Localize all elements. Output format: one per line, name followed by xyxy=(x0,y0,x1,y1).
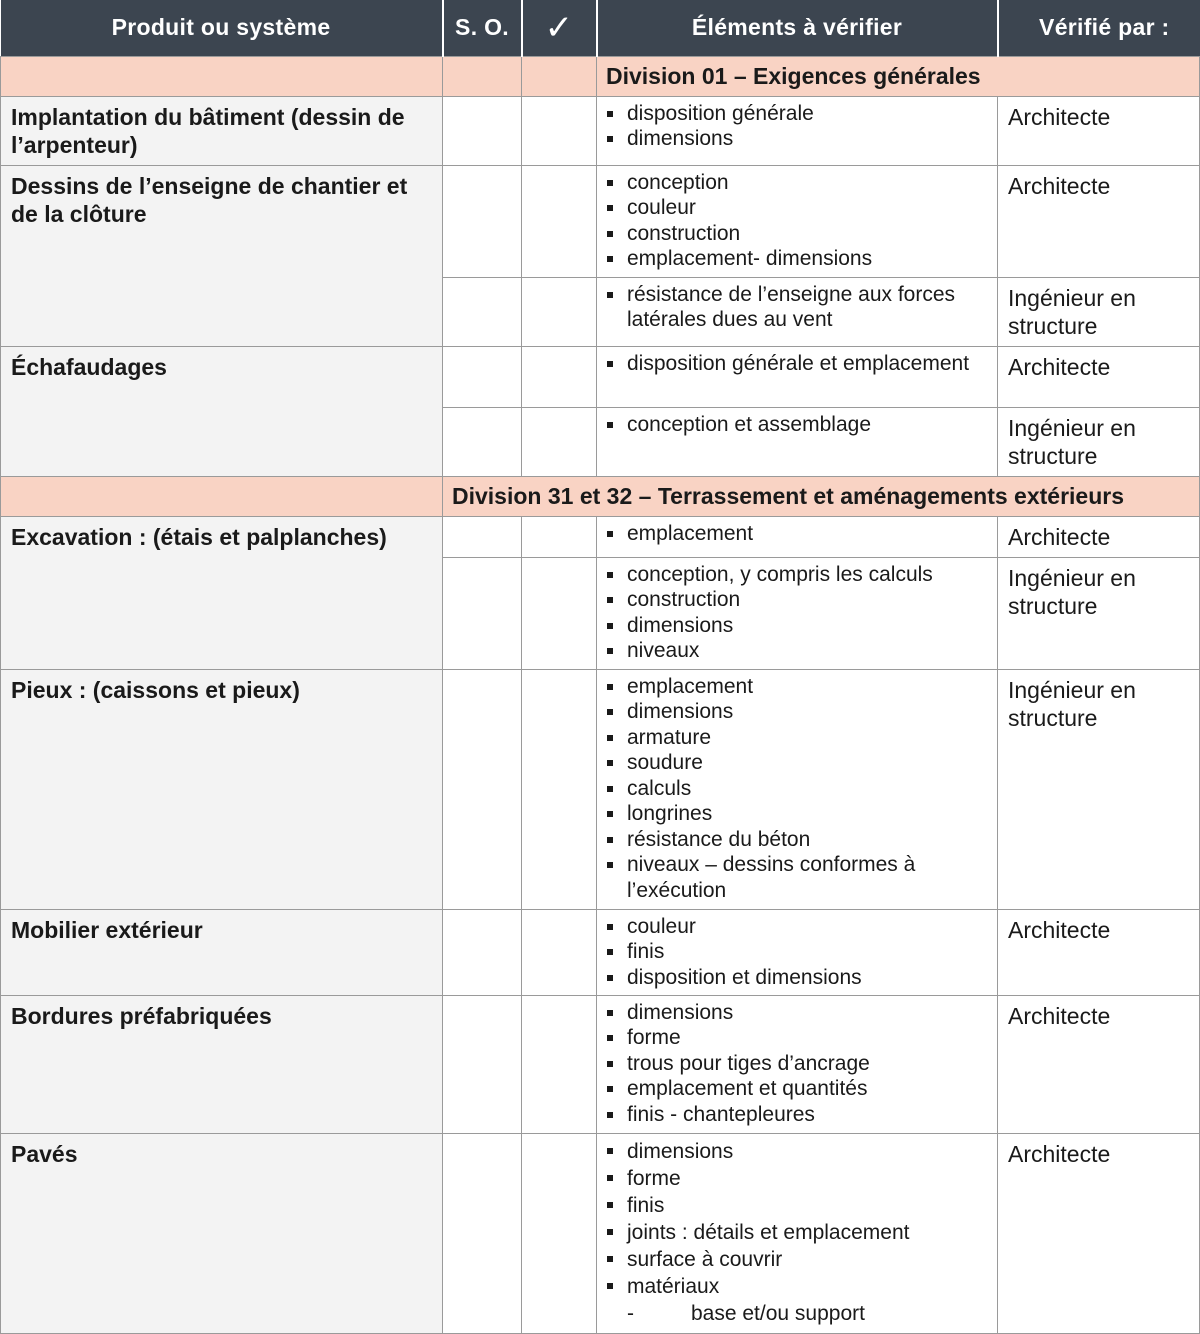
division-title: Division 01 – Exigences générales xyxy=(597,56,1200,96)
list-item: niveaux xyxy=(605,638,989,664)
list-item: finis - chantepleures xyxy=(605,1102,989,1128)
table-row xyxy=(1,346,1200,407)
list-item: dimensions xyxy=(605,1138,989,1165)
product-name: Dessins de l’enseigne de chantier et de la clôture xyxy=(1,165,443,346)
verified-by: Architecte xyxy=(998,516,1200,557)
division-spacer xyxy=(522,56,597,96)
list-item: longrines xyxy=(605,801,989,827)
product-name: Implantation du bâtiment (dessin de l’arpenteur) xyxy=(1,96,443,165)
division-spacer xyxy=(1,56,443,96)
table-row xyxy=(1,96,1200,165)
product-name: Échafaudages xyxy=(1,346,443,476)
list-item: matériaux xyxy=(605,1273,989,1300)
list-item: forme xyxy=(605,1165,989,1192)
check-cell[interactable] xyxy=(522,165,597,277)
check-cell[interactable] xyxy=(522,516,597,557)
product-name: Bordures préfabriquées xyxy=(1,995,443,1133)
division-row xyxy=(1,476,1200,516)
items-cell xyxy=(597,165,998,277)
list-item: trous pour tiges d’ancrage xyxy=(605,1051,989,1077)
items-cell xyxy=(597,669,998,909)
list-item: couleur xyxy=(605,195,989,221)
list-item: emplacement et quantités xyxy=(605,1076,989,1102)
verified-by: Ingénieur en structure xyxy=(998,407,1200,476)
list-item: conception xyxy=(605,170,989,196)
so-cell[interactable] xyxy=(443,669,522,909)
header-items: Éléments à vérifier xyxy=(597,0,998,56)
check-cell[interactable] xyxy=(522,1133,597,1333)
list-item: niveaux – dessins conformes à l’exécution xyxy=(605,852,989,903)
items-cell xyxy=(597,557,998,669)
list-item: armature xyxy=(605,725,989,751)
check-cell[interactable] xyxy=(522,909,597,995)
header-verified-by: Vérifié par : xyxy=(998,0,1200,56)
list-item: dimensions xyxy=(605,1000,989,1026)
so-cell[interactable] xyxy=(443,516,522,557)
items-cell xyxy=(597,277,998,346)
table-row xyxy=(1,516,1200,557)
so-cell[interactable] xyxy=(443,995,522,1133)
list-item: résistance du béton xyxy=(605,827,989,853)
division-spacer xyxy=(443,56,522,96)
table-row xyxy=(1,995,1200,1133)
items-cell xyxy=(597,995,998,1133)
division-title: Division 31 et 32 – Terrassement et aménagements extérieurs xyxy=(443,476,1200,516)
product-name: Pavés xyxy=(1,1133,443,1333)
items-cell xyxy=(597,96,998,165)
so-cell[interactable] xyxy=(443,1133,522,1333)
verified-by: Ingénieur en structure xyxy=(998,557,1200,669)
items-cell xyxy=(597,516,998,557)
list-item: construction xyxy=(605,221,989,247)
verified-by: Architecte xyxy=(998,346,1200,407)
table-row xyxy=(1,1133,1200,1333)
division-spacer xyxy=(1,476,443,516)
list-item: dimensions xyxy=(605,126,989,152)
list-item: dimensions xyxy=(605,699,989,725)
list-item: finis xyxy=(605,939,989,965)
list-item: résistance de l’enseigne aux forces latérales dues au vent xyxy=(605,282,989,333)
list-item: disposition et dimensions xyxy=(605,965,989,991)
list-item: emplacement xyxy=(605,521,989,547)
list-item: disposition générale et emplacement xyxy=(605,351,989,377)
items-cell xyxy=(597,346,998,407)
check-cell[interactable] xyxy=(522,277,597,346)
check-cell[interactable] xyxy=(522,557,597,669)
so-cell[interactable] xyxy=(443,407,522,476)
check-cell[interactable] xyxy=(522,407,597,476)
so-cell[interactable] xyxy=(443,96,522,165)
list-item: disposition générale xyxy=(605,101,989,127)
check-cell[interactable] xyxy=(522,995,597,1133)
check-cell[interactable] xyxy=(522,96,597,165)
header-check xyxy=(522,0,597,56)
so-cell[interactable] xyxy=(443,346,522,407)
items-cell xyxy=(597,407,998,476)
verified-by: Architecte xyxy=(998,1133,1200,1333)
product-name: Mobilier extérieur xyxy=(1,909,443,995)
list-item: finis xyxy=(605,1192,989,1219)
verified-by: Architecte xyxy=(998,995,1200,1133)
table-row xyxy=(1,165,1200,277)
list-item: surface à couvrir xyxy=(605,1246,989,1273)
table-row xyxy=(1,669,1200,909)
sub-item-text: base et/ou support xyxy=(691,1301,865,1325)
header-product: Produit ou système xyxy=(1,0,443,56)
header-row xyxy=(1,0,1200,56)
items-cell xyxy=(597,909,998,995)
list-item: soudure xyxy=(605,750,989,776)
verified-by: Ingénieur en structure xyxy=(998,669,1200,909)
so-cell[interactable] xyxy=(443,557,522,669)
so-cell[interactable] xyxy=(443,277,522,346)
so-cell[interactable] xyxy=(443,165,522,277)
list-item: conception et assemblage xyxy=(605,412,989,438)
list-item: emplacement xyxy=(605,674,989,700)
division-row xyxy=(1,56,1200,96)
list-item: joints : détails et emplacement xyxy=(605,1219,989,1246)
sub-list-item xyxy=(605,1300,989,1327)
check-cell[interactable] xyxy=(522,346,597,407)
table-row xyxy=(1,909,1200,995)
verified-by: Ingénieur en structure xyxy=(998,277,1200,346)
product-name: Pieux : (caissons et pieux) xyxy=(1,669,443,909)
list-item: construction xyxy=(605,587,989,613)
verified-by: Architecte xyxy=(998,96,1200,165)
verified-by: Architecte xyxy=(998,165,1200,277)
items-cell xyxy=(597,1133,998,1333)
product-name: Excavation : (étais et palplanches) xyxy=(1,516,443,669)
so-cell[interactable] xyxy=(443,909,522,995)
list-item: calculs xyxy=(605,776,989,802)
verified-by: Architecte xyxy=(998,909,1200,995)
list-item: emplacement- dimensions xyxy=(605,246,989,272)
check-cell[interactable] xyxy=(522,669,597,909)
list-item: conception, y compris les calculs xyxy=(605,562,989,588)
checkmark-icon: ✓ xyxy=(544,8,574,47)
header-so: S. O. xyxy=(443,0,522,56)
list-item: couleur xyxy=(605,914,989,940)
list-item: dimensions xyxy=(605,613,989,639)
list-item: forme xyxy=(605,1025,989,1051)
sub-item-dash: - xyxy=(627,1301,634,1325)
